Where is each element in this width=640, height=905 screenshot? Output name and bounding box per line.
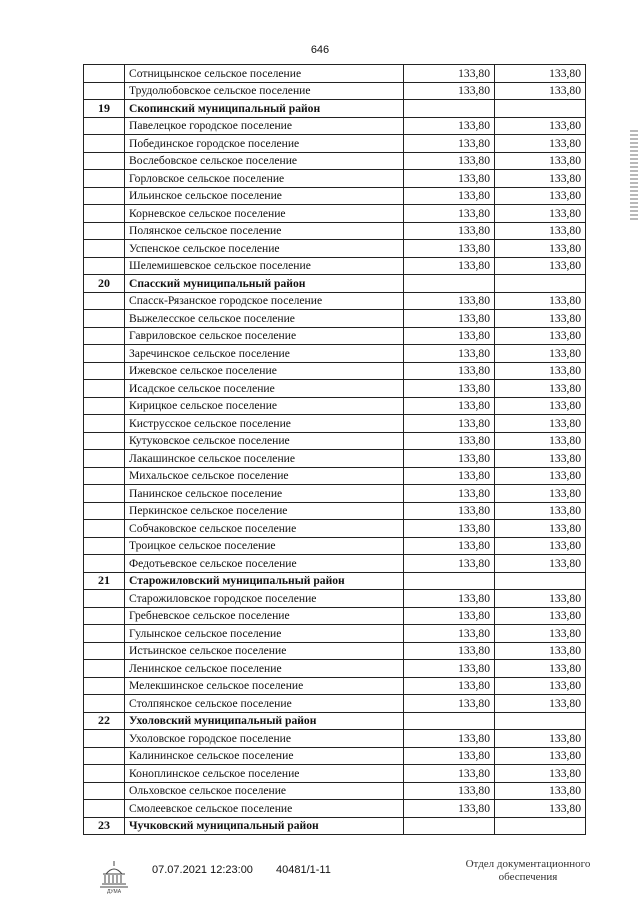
settlement-row [84, 660, 586, 678]
settlement-name-cell: Гавриловское сельское поселение [125, 327, 404, 345]
settlement-name-cell: Спасский муниципальный район [125, 275, 404, 293]
value-1-cell: 133,80 [404, 747, 495, 765]
value-2-cell: 133,80 [495, 292, 586, 310]
settlement-row [84, 450, 586, 468]
settlement-name-cell: Столпянское сельское поселение [125, 695, 404, 713]
settlement-name-cell: Гребневское сельское поселение [125, 607, 404, 625]
value-2-cell [495, 712, 586, 730]
settlement-row [84, 730, 586, 748]
value-1-cell: 133,80 [404, 397, 495, 415]
settlement-name-cell: Исадское сельское поселение [125, 380, 404, 398]
value-2-cell [495, 572, 586, 590]
row-number-cell [84, 240, 125, 258]
value-2-cell: 133,80 [495, 327, 586, 345]
row-number-cell [84, 537, 125, 555]
row-number-cell [84, 625, 125, 643]
value-2-cell: 133,80 [495, 65, 586, 83]
settlement-name-cell: Горловское сельское поселение [125, 170, 404, 188]
settlement-name-cell: Истьинское сельское поселение [125, 642, 404, 660]
settlement-name-cell: Вослебовское сельское поселение [125, 152, 404, 170]
settlement-row [84, 170, 586, 188]
settlement-row [84, 397, 586, 415]
settlement-row [84, 800, 586, 818]
settlement-row [84, 380, 586, 398]
value-1-cell: 133,80 [404, 205, 495, 223]
settlement-name-cell: Спасск-Рязанское городское поселение [125, 292, 404, 310]
settlement-name-cell: Лакашинское сельское поселение [125, 450, 404, 468]
value-2-cell: 133,80 [495, 730, 586, 748]
row-number-cell [84, 432, 125, 450]
scan-edge-mark [630, 130, 638, 220]
settlement-row [84, 82, 586, 100]
value-2-cell: 133,80 [495, 362, 586, 380]
value-2-cell: 133,80 [495, 187, 586, 205]
footer-document-number: 40481/1-11 [276, 864, 331, 876]
duma-building-icon [97, 858, 131, 894]
value-2-cell: 133,80 [495, 695, 586, 713]
settlement-row [84, 240, 586, 258]
settlement-name-cell: Ольховское сельское поселение [125, 782, 404, 800]
value-2-cell: 133,80 [495, 82, 586, 100]
settlement-name-cell: Ухоловское городское поселение [125, 730, 404, 748]
value-1-cell: 133,80 [404, 730, 495, 748]
settlement-row [84, 187, 586, 205]
district-row [84, 275, 586, 293]
value-2-cell: 133,80 [495, 590, 586, 608]
settlement-row [84, 152, 586, 170]
settlement-row [84, 537, 586, 555]
row-number-cell [84, 467, 125, 485]
value-1-cell: 133,80 [404, 660, 495, 678]
settlement-row [84, 502, 586, 520]
value-2-cell: 133,80 [495, 415, 586, 433]
settlement-row [84, 345, 586, 363]
footer-datetime: 07.07.2021 12:23:00 [152, 864, 253, 876]
row-number-cell [84, 82, 125, 100]
settlement-name-cell: Старожиловское городское поселение [125, 590, 404, 608]
row-number-cell [84, 380, 125, 398]
settlement-row [84, 555, 586, 573]
settlement-name-cell: Кутуковское сельское поселение [125, 432, 404, 450]
value-2-cell: 133,80 [495, 677, 586, 695]
value-1-cell: 133,80 [404, 117, 495, 135]
value-2-cell: 133,80 [495, 765, 586, 783]
value-1-cell: 133,80 [404, 537, 495, 555]
value-2-cell: 133,80 [495, 747, 586, 765]
value-2-cell: 133,80 [495, 537, 586, 555]
value-2-cell: 133,80 [495, 170, 586, 188]
settlement-name-cell: Старожиловский муниципальный район [125, 572, 404, 590]
settlement-name-cell: Киструсское сельское поселение [125, 415, 404, 433]
row-number-cell [84, 607, 125, 625]
settlement-row [84, 642, 586, 660]
value-2-cell: 133,80 [495, 450, 586, 468]
settlement-row [84, 590, 586, 608]
value-1-cell [404, 572, 495, 590]
settlement-row [84, 310, 586, 328]
settlement-row [84, 485, 586, 503]
stamp-line-2: обеспечения [498, 871, 558, 883]
settlement-row [84, 65, 586, 83]
row-number-cell: 19 [84, 100, 125, 118]
value-2-cell: 133,80 [495, 205, 586, 223]
settlement-name-cell: Сотницынское сельское поселение [125, 65, 404, 83]
value-2-cell: 133,80 [495, 135, 586, 153]
value-1-cell: 133,80 [404, 152, 495, 170]
value-2-cell: 133,80 [495, 660, 586, 678]
value-2-cell: 133,80 [495, 625, 586, 643]
value-1-cell: 133,80 [404, 765, 495, 783]
value-2-cell [495, 100, 586, 118]
row-number-cell [84, 222, 125, 240]
value-1-cell [404, 100, 495, 118]
settlement-row [84, 117, 586, 135]
row-number-cell [84, 642, 125, 660]
settlement-name-cell: Перкинское сельское поселение [125, 502, 404, 520]
value-1-cell [404, 275, 495, 293]
settlement-row [84, 327, 586, 345]
row-number-cell: 20 [84, 275, 125, 293]
row-number-cell [84, 800, 125, 818]
value-2-cell: 133,80 [495, 467, 586, 485]
settlement-row [84, 415, 586, 433]
settlement-row [84, 520, 586, 538]
settlement-name-cell: Михальское сельское поселение [125, 467, 404, 485]
row-number-cell [84, 485, 125, 503]
settlement-row [84, 362, 586, 380]
value-1-cell: 133,80 [404, 432, 495, 450]
value-1-cell: 133,80 [404, 170, 495, 188]
value-1-cell: 133,80 [404, 520, 495, 538]
settlement-row [84, 467, 586, 485]
settlement-row [84, 222, 586, 240]
settlement-name-cell: Павелецкое городское поселение [125, 117, 404, 135]
row-number-cell [84, 677, 125, 695]
value-1-cell [404, 712, 495, 730]
row-number-cell [84, 730, 125, 748]
value-1-cell: 133,80 [404, 257, 495, 275]
row-number-cell [84, 450, 125, 468]
row-number-cell [84, 415, 125, 433]
settlement-name-cell: Троицкое сельское поселение [125, 537, 404, 555]
value-1-cell: 133,80 [404, 222, 495, 240]
row-number-cell [84, 257, 125, 275]
value-2-cell: 133,80 [495, 117, 586, 135]
row-number-cell [84, 65, 125, 83]
value-2-cell: 133,80 [495, 485, 586, 503]
settlement-name-cell: Ленинское сельское поселение [125, 660, 404, 678]
row-number-cell [84, 397, 125, 415]
settlement-name-cell: Чучковский муниципальный район [125, 817, 404, 835]
settlement-row [84, 432, 586, 450]
settlement-name-cell: Собчаковское сельское поселение [125, 520, 404, 538]
value-1-cell: 133,80 [404, 800, 495, 818]
row-number-cell [84, 292, 125, 310]
value-1-cell: 133,80 [404, 327, 495, 345]
value-1-cell: 133,80 [404, 187, 495, 205]
value-1-cell: 133,80 [404, 415, 495, 433]
settlement-row [84, 257, 586, 275]
row-number-cell: 23 [84, 817, 125, 835]
department-stamp [448, 858, 608, 884]
value-2-cell: 133,80 [495, 222, 586, 240]
row-number-cell [84, 695, 125, 713]
row-number-cell [84, 660, 125, 678]
value-1-cell: 133,80 [404, 65, 495, 83]
settlements-table [83, 64, 586, 835]
value-1-cell: 133,80 [404, 82, 495, 100]
settlement-name-cell: Успенское сельское поселение [125, 240, 404, 258]
settlement-name-cell: Панинское сельское поселение [125, 485, 404, 503]
settlement-name-cell: Федотьевское сельское поселение [125, 555, 404, 573]
value-1-cell: 133,80 [404, 502, 495, 520]
value-2-cell: 133,80 [495, 782, 586, 800]
row-number-cell [84, 747, 125, 765]
value-1-cell: 133,80 [404, 362, 495, 380]
settlement-row [84, 782, 586, 800]
svg-text:ДУМА: ДУМА [106, 889, 122, 894]
settlement-name-cell: Побединское городское поселение [125, 135, 404, 153]
page-number: 646 [310, 44, 330, 56]
value-1-cell: 133,80 [404, 345, 495, 363]
value-1-cell: 133,80 [404, 292, 495, 310]
value-1-cell: 133,80 [404, 590, 495, 608]
settlement-name-cell: Корневское сельское поселение [125, 205, 404, 223]
settlement-name-cell: Скопинский муниципальный район [125, 100, 404, 118]
value-1-cell: 133,80 [404, 485, 495, 503]
row-number-cell [84, 187, 125, 205]
value-2-cell: 133,80 [495, 800, 586, 818]
value-1-cell: 133,80 [404, 782, 495, 800]
row-number-cell [84, 205, 125, 223]
district-row [84, 100, 586, 118]
settlement-row [84, 765, 586, 783]
value-2-cell: 133,80 [495, 397, 586, 415]
value-2-cell: 133,80 [495, 240, 586, 258]
settlement-name-cell: Трудолюбовское сельское поселение [125, 82, 404, 100]
value-2-cell: 133,80 [495, 152, 586, 170]
value-2-cell: 133,80 [495, 642, 586, 660]
value-1-cell: 133,80 [404, 625, 495, 643]
settlement-name-cell: Мелекшинское сельское поселение [125, 677, 404, 695]
settlement-row [84, 205, 586, 223]
settlement-name-cell: Выжелесское сельское поселение [125, 310, 404, 328]
settlement-name-cell: Заречинское сельское поселение [125, 345, 404, 363]
value-2-cell: 133,80 [495, 520, 586, 538]
value-1-cell: 133,80 [404, 607, 495, 625]
value-1-cell: 133,80 [404, 240, 495, 258]
district-row [84, 572, 586, 590]
settlement-row [84, 292, 586, 310]
row-number-cell [84, 590, 125, 608]
value-2-cell: 133,80 [495, 607, 586, 625]
settlement-name-cell: Гулынское сельское поселение [125, 625, 404, 643]
settlement-name-cell: Кирицкое сельское поселение [125, 397, 404, 415]
row-number-cell [84, 135, 125, 153]
row-number-cell [84, 520, 125, 538]
settlement-name-cell: Коноплинское сельское поселение [125, 765, 404, 783]
value-2-cell [495, 817, 586, 835]
value-2-cell: 133,80 [495, 345, 586, 363]
value-2-cell: 133,80 [495, 380, 586, 398]
value-1-cell: 133,80 [404, 642, 495, 660]
value-1-cell: 133,80 [404, 135, 495, 153]
row-number-cell [84, 310, 125, 328]
value-1-cell: 133,80 [404, 555, 495, 573]
value-2-cell [495, 275, 586, 293]
row-number-cell [84, 765, 125, 783]
value-2-cell: 133,80 [495, 310, 586, 328]
row-number-cell [84, 555, 125, 573]
settlement-name-cell: Смолеевское сельское поселение [125, 800, 404, 818]
settlement-name-cell: Шелемишевское сельское поселение [125, 257, 404, 275]
value-2-cell: 133,80 [495, 257, 586, 275]
value-1-cell: 133,80 [404, 380, 495, 398]
settlement-name-cell: Ухоловский муниципальный район [125, 712, 404, 730]
row-number-cell [84, 117, 125, 135]
value-2-cell: 133,80 [495, 432, 586, 450]
row-number-cell: 21 [84, 572, 125, 590]
row-number-cell [84, 502, 125, 520]
settlement-name-cell: Полянское сельское поселение [125, 222, 404, 240]
district-row [84, 817, 586, 835]
value-1-cell: 133,80 [404, 695, 495, 713]
row-number-cell [84, 362, 125, 380]
value-1-cell: 133,80 [404, 467, 495, 485]
row-number-cell [84, 345, 125, 363]
settlement-row [84, 135, 586, 153]
value-2-cell: 133,80 [495, 502, 586, 520]
row-number-cell [84, 327, 125, 345]
row-number-cell [84, 170, 125, 188]
value-1-cell: 133,80 [404, 450, 495, 468]
row-number-cell [84, 152, 125, 170]
district-row [84, 712, 586, 730]
settlement-row [84, 625, 586, 643]
stamp-line-1: Отдел документационного [465, 858, 591, 870]
settlement-name-cell: Ильинское сельское поселение [125, 187, 404, 205]
settlement-row [84, 747, 586, 765]
value-1-cell: 133,80 [404, 310, 495, 328]
settlement-row [84, 607, 586, 625]
settlement-row [84, 695, 586, 713]
row-number-cell: 22 [84, 712, 125, 730]
page-footer [0, 858, 640, 898]
value-1-cell: 133,80 [404, 677, 495, 695]
row-number-cell [84, 782, 125, 800]
value-2-cell: 133,80 [495, 555, 586, 573]
settlement-row [84, 677, 586, 695]
settlement-name-cell: Калининское сельское поселение [125, 747, 404, 765]
value-1-cell [404, 817, 495, 835]
settlement-name-cell: Ижевское сельское поселение [125, 362, 404, 380]
